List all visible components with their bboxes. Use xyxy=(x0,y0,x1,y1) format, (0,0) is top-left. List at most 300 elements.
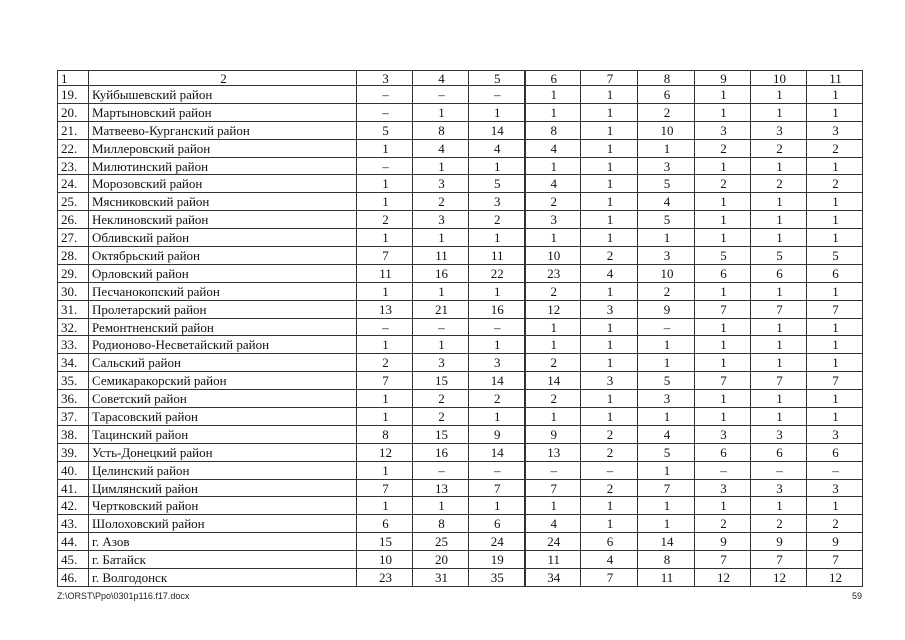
table-row xyxy=(58,497,863,515)
table-cell: 31 xyxy=(413,569,469,587)
table-cell: 6 xyxy=(638,86,695,104)
district-name: Целинский район xyxy=(89,461,357,479)
table-cell: 8 xyxy=(525,121,581,139)
district-name: Шолоховский район xyxy=(89,515,357,533)
table-row xyxy=(58,425,863,443)
district-name: Морозовский район xyxy=(89,175,357,193)
table-cell: 1 xyxy=(469,336,525,354)
table-cell: 3 xyxy=(638,390,695,408)
table-cell: 6 xyxy=(357,515,413,533)
table-cell: 2 xyxy=(695,515,751,533)
table-cell: 1 xyxy=(525,103,581,121)
table-cell: 1 xyxy=(638,139,695,157)
row-number: 36. xyxy=(58,390,89,408)
table-row xyxy=(58,282,863,300)
table-cell: 5 xyxy=(469,175,525,193)
table-cell: 3 xyxy=(751,479,807,497)
row-number: 24. xyxy=(58,175,89,193)
table-cell: 6 xyxy=(807,443,863,461)
table-cell: 1 xyxy=(413,157,469,175)
table-cell: 35 xyxy=(469,569,525,587)
table-cell: 5 xyxy=(695,247,751,265)
column-header: 9 xyxy=(695,71,751,86)
table-cell: 1 xyxy=(357,175,413,193)
table-cell: 1 xyxy=(525,318,581,336)
table-cell: 2 xyxy=(581,247,638,265)
table-cell: 1 xyxy=(525,336,581,354)
table-row xyxy=(58,211,863,229)
district-name: Песчанокопский район xyxy=(89,282,357,300)
table-cell: 12 xyxy=(695,569,751,587)
table-cell: 8 xyxy=(413,121,469,139)
table-cell: 9 xyxy=(525,425,581,443)
table-cell: 1 xyxy=(807,157,863,175)
row-number: 40. xyxy=(58,461,89,479)
table-cell: 1 xyxy=(695,318,751,336)
table-cell: 2 xyxy=(525,193,581,211)
table-cell: 1 xyxy=(581,354,638,372)
table-cell: 7 xyxy=(751,372,807,390)
table-cell: 1 xyxy=(695,354,751,372)
column-header: 10 xyxy=(751,71,807,86)
table-cell: 2 xyxy=(581,425,638,443)
table-cell: 34 xyxy=(525,569,581,587)
table-cell: 7 xyxy=(581,569,638,587)
district-name: Орловский район xyxy=(89,264,357,282)
page-number: 59 xyxy=(851,591,862,601)
table-cell: 11 xyxy=(357,264,413,282)
row-number: 44. xyxy=(58,533,89,551)
district-name: Милютинский район xyxy=(89,157,357,175)
table-row xyxy=(58,86,863,104)
table-cell: 1 xyxy=(751,390,807,408)
column-header: 11 xyxy=(807,71,863,86)
table-cell: 12 xyxy=(751,569,807,587)
table-cell: 1 xyxy=(638,497,695,515)
table-cell: – xyxy=(638,318,695,336)
table-cell: – xyxy=(469,461,525,479)
table-cell: 1 xyxy=(751,103,807,121)
table-cell: 1 xyxy=(695,336,751,354)
table-cell: 7 xyxy=(807,551,863,569)
table-cell: 3 xyxy=(469,354,525,372)
table-cell: 1 xyxy=(357,193,413,211)
row-number: 34. xyxy=(58,354,89,372)
table-cell: – xyxy=(695,461,751,479)
table-cell: 1 xyxy=(357,139,413,157)
table-cell: – xyxy=(525,461,581,479)
table-row xyxy=(58,139,863,157)
row-number: 27. xyxy=(58,229,89,247)
table-cell: 1 xyxy=(638,461,695,479)
table-cell: 1 xyxy=(807,318,863,336)
table-cell: 3 xyxy=(695,121,751,139)
table-cell: 4 xyxy=(525,175,581,193)
table-cell: 1 xyxy=(751,229,807,247)
table-header-row xyxy=(58,71,863,86)
table-cell: 10 xyxy=(638,121,695,139)
table-cell: 2 xyxy=(751,139,807,157)
table-cell: 10 xyxy=(357,551,413,569)
table-cell: 1 xyxy=(695,282,751,300)
table-cell: 1 xyxy=(807,354,863,372)
table-cell: 6 xyxy=(695,443,751,461)
district-name: Миллеровский район xyxy=(89,139,357,157)
table-cell: 11 xyxy=(469,247,525,265)
table-cell: – xyxy=(807,461,863,479)
table-cell: 12 xyxy=(807,569,863,587)
table-cell: 1 xyxy=(581,497,638,515)
table-cell: 16 xyxy=(469,300,525,318)
row-number: 33. xyxy=(58,336,89,354)
row-number: 28. xyxy=(58,247,89,265)
table-row xyxy=(58,336,863,354)
table-cell: 2 xyxy=(525,354,581,372)
table-cell: 3 xyxy=(581,372,638,390)
table-cell: 7 xyxy=(751,300,807,318)
table-cell: 3 xyxy=(638,247,695,265)
table-cell: 1 xyxy=(751,354,807,372)
table-cell: 9 xyxy=(751,533,807,551)
table-cell: 4 xyxy=(525,139,581,157)
table-cell: 1 xyxy=(525,497,581,515)
table-cell: 2 xyxy=(469,390,525,408)
table-cell: 2 xyxy=(751,175,807,193)
table-cell: 14 xyxy=(469,121,525,139)
table-cell: 1 xyxy=(413,497,469,515)
district-name: Советский район xyxy=(89,390,357,408)
table-cell: 6 xyxy=(469,515,525,533)
row-number: 22. xyxy=(58,139,89,157)
table-cell: 2 xyxy=(638,103,695,121)
table-row xyxy=(58,157,863,175)
table-cell: 1 xyxy=(525,157,581,175)
table-cell: 1 xyxy=(807,336,863,354)
table-cell: – xyxy=(413,318,469,336)
table-cell: 6 xyxy=(695,264,751,282)
column-header: 1 xyxy=(58,71,89,86)
row-number: 20. xyxy=(58,103,89,121)
table-cell: 7 xyxy=(357,247,413,265)
row-number: 38. xyxy=(58,425,89,443)
table-cell: 1 xyxy=(695,390,751,408)
table-cell: 8 xyxy=(357,425,413,443)
table-cell: 6 xyxy=(807,264,863,282)
table-cell: 8 xyxy=(638,551,695,569)
table-cell: 5 xyxy=(357,121,413,139)
table-cell: 1 xyxy=(357,390,413,408)
table-cell: 1 xyxy=(751,408,807,426)
table-cell: 24 xyxy=(469,533,525,551)
table-cell: 21 xyxy=(413,300,469,318)
table-cell: 1 xyxy=(695,86,751,104)
table-cell: 3 xyxy=(413,354,469,372)
table-cell: 1 xyxy=(695,193,751,211)
table-cell: 23 xyxy=(525,264,581,282)
table-cell: 12 xyxy=(357,443,413,461)
table-cell: 9 xyxy=(695,533,751,551)
table-cell: 1 xyxy=(581,139,638,157)
table-cell: 3 xyxy=(581,300,638,318)
table-cell: 1 xyxy=(695,103,751,121)
footer-file-path: Z:\ORST\Ppo\0301p116.f17.docx xyxy=(57,591,190,601)
table-cell: 11 xyxy=(638,569,695,587)
table-cell: 3 xyxy=(695,425,751,443)
table-cell: 14 xyxy=(469,443,525,461)
table-cell: 1 xyxy=(751,86,807,104)
table-cell: 7 xyxy=(357,372,413,390)
table-cell: 2 xyxy=(413,408,469,426)
row-number: 31. xyxy=(58,300,89,318)
table-cell: 19 xyxy=(469,551,525,569)
table-body xyxy=(58,71,863,587)
table-cell: 1 xyxy=(695,408,751,426)
table-row xyxy=(58,390,863,408)
table-cell: 9 xyxy=(807,533,863,551)
table-cell: 2 xyxy=(525,390,581,408)
table-cell: 1 xyxy=(751,211,807,229)
column-header: 2 xyxy=(89,71,357,86)
table-cell: 1 xyxy=(751,336,807,354)
table-cell: – xyxy=(357,103,413,121)
table-cell: 1 xyxy=(581,157,638,175)
row-number: 35. xyxy=(58,372,89,390)
table-cell: 5 xyxy=(751,247,807,265)
district-name: Обливский район xyxy=(89,229,357,247)
table-cell: 1 xyxy=(751,193,807,211)
column-header: 3 xyxy=(357,71,413,86)
table-cell: 1 xyxy=(751,318,807,336)
district-name: г. Батайск xyxy=(89,551,357,569)
table-cell: 16 xyxy=(413,443,469,461)
table-cell: 1 xyxy=(469,282,525,300)
table-cell: 8 xyxy=(413,515,469,533)
table-cell: 1 xyxy=(807,103,863,121)
column-header: 6 xyxy=(525,71,581,86)
table-cell: 1 xyxy=(695,497,751,515)
table-cell: 1 xyxy=(638,354,695,372)
district-name: Семикаракорский район xyxy=(89,372,357,390)
table-cell: 1 xyxy=(581,86,638,104)
table-cell: 13 xyxy=(413,479,469,497)
table-row xyxy=(58,318,863,336)
table-cell: 1 xyxy=(807,193,863,211)
table-cell: 1 xyxy=(581,193,638,211)
table-cell: 3 xyxy=(807,121,863,139)
table-cell: 1 xyxy=(413,103,469,121)
district-name: Куйбышевский район xyxy=(89,86,357,104)
table-cell: 6 xyxy=(751,443,807,461)
table-cell: 1 xyxy=(413,336,469,354)
row-number: 46. xyxy=(58,569,89,587)
district-name: Мартыновский район xyxy=(89,103,357,121)
district-name: Родионово-Несветайский район xyxy=(89,336,357,354)
table-cell: 14 xyxy=(638,533,695,551)
table-row xyxy=(58,175,863,193)
table-cell: 13 xyxy=(357,300,413,318)
row-number: 23. xyxy=(58,157,89,175)
table-row xyxy=(58,479,863,497)
table-cell: 1 xyxy=(581,515,638,533)
table-cell: 1 xyxy=(751,282,807,300)
table-cell: – xyxy=(357,157,413,175)
table-row xyxy=(58,551,863,569)
table-cell: 7 xyxy=(469,479,525,497)
table-cell: 1 xyxy=(807,86,863,104)
table-cell: 7 xyxy=(695,300,751,318)
table-cell: 3 xyxy=(525,211,581,229)
row-number: 41. xyxy=(58,479,89,497)
table-cell: 1 xyxy=(469,229,525,247)
table-cell: 7 xyxy=(638,479,695,497)
table-cell: 11 xyxy=(413,247,469,265)
table-cell: 1 xyxy=(413,229,469,247)
table-cell: 1 xyxy=(357,282,413,300)
table-cell: 15 xyxy=(357,533,413,551)
table-cell: 10 xyxy=(525,247,581,265)
column-header: 8 xyxy=(638,71,695,86)
table-cell: 7 xyxy=(751,551,807,569)
table-cell: 3 xyxy=(695,479,751,497)
table-cell: – xyxy=(357,86,413,104)
table-cell: 15 xyxy=(413,425,469,443)
table-cell: 1 xyxy=(581,175,638,193)
table-cell: 2 xyxy=(357,211,413,229)
column-header: 7 xyxy=(581,71,638,86)
table-cell: 4 xyxy=(469,139,525,157)
table-cell: – xyxy=(469,86,525,104)
table-cell: 1 xyxy=(695,229,751,247)
column-header: 5 xyxy=(469,71,525,86)
table-row xyxy=(58,443,863,461)
table-cell: 2 xyxy=(751,515,807,533)
table-cell: – xyxy=(581,461,638,479)
table-cell: 1 xyxy=(581,390,638,408)
table-cell: 23 xyxy=(357,569,413,587)
district-name: Ремонтненский район xyxy=(89,318,357,336)
table-cell: 3 xyxy=(751,121,807,139)
table-cell: 7 xyxy=(807,372,863,390)
district-name: Чертковский район xyxy=(89,497,357,515)
table-cell: 1 xyxy=(413,282,469,300)
table-cell: 15 xyxy=(413,372,469,390)
district-name: Усть-Донецкий район xyxy=(89,443,357,461)
table-cell: – xyxy=(469,318,525,336)
table-cell: 1 xyxy=(638,336,695,354)
table-cell: 1 xyxy=(807,282,863,300)
table-row xyxy=(58,247,863,265)
table-row xyxy=(58,229,863,247)
row-number: 37. xyxy=(58,408,89,426)
row-number: 25. xyxy=(58,193,89,211)
district-name: Пролетарский район xyxy=(89,300,357,318)
table-cell: 2 xyxy=(638,282,695,300)
table-cell: 20 xyxy=(413,551,469,569)
table-cell: 16 xyxy=(413,264,469,282)
table-cell: 1 xyxy=(807,211,863,229)
table-cell: 2 xyxy=(413,193,469,211)
table-row xyxy=(58,461,863,479)
table-cell: 1 xyxy=(695,157,751,175)
table-cell: 1 xyxy=(525,408,581,426)
table-cell: 2 xyxy=(807,139,863,157)
table-cell: 1 xyxy=(807,408,863,426)
table-row xyxy=(58,354,863,372)
district-name: Сальский район xyxy=(89,354,357,372)
table-cell: 1 xyxy=(581,336,638,354)
row-number: 26. xyxy=(58,211,89,229)
district-name: Тарасовский район xyxy=(89,408,357,426)
table-cell: 7 xyxy=(695,372,751,390)
district-name: Мясниковский район xyxy=(89,193,357,211)
table-cell: 1 xyxy=(525,229,581,247)
table-cell: 3 xyxy=(807,479,863,497)
table-cell: 25 xyxy=(413,533,469,551)
row-number: 19. xyxy=(58,86,89,104)
table-cell: 1 xyxy=(638,515,695,533)
row-number: 21. xyxy=(58,121,89,139)
district-name: Тацинский район xyxy=(89,425,357,443)
row-number: 45. xyxy=(58,551,89,569)
table-cell: 2 xyxy=(807,175,863,193)
table-cell: 1 xyxy=(581,229,638,247)
table-cell: 1 xyxy=(638,229,695,247)
table-cell: 2 xyxy=(413,390,469,408)
table-cell: 6 xyxy=(751,264,807,282)
table-cell: 1 xyxy=(581,318,638,336)
table-cell: – xyxy=(751,461,807,479)
table-cell: 7 xyxy=(357,479,413,497)
table-cell: 1 xyxy=(807,497,863,515)
district-name: Матвеево-Курганский район xyxy=(89,121,357,139)
table-row xyxy=(58,515,863,533)
table-cell: 2 xyxy=(581,479,638,497)
table-cell: 3 xyxy=(638,157,695,175)
table-cell: 13 xyxy=(525,443,581,461)
table-cell: – xyxy=(413,461,469,479)
table-cell: – xyxy=(357,318,413,336)
table-row xyxy=(58,121,863,139)
district-name: г. Волгодонск xyxy=(89,569,357,587)
table-row xyxy=(58,372,863,390)
table-cell: 2 xyxy=(695,175,751,193)
data-table xyxy=(57,70,863,587)
table-cell: 5 xyxy=(638,443,695,461)
table-cell: 3 xyxy=(807,425,863,443)
table-cell: – xyxy=(413,86,469,104)
table-cell: 1 xyxy=(357,336,413,354)
row-number: 30. xyxy=(58,282,89,300)
table-cell: 14 xyxy=(525,372,581,390)
table-cell: 5 xyxy=(638,211,695,229)
table-cell: 2 xyxy=(695,139,751,157)
table-cell: 4 xyxy=(638,193,695,211)
table-cell: 1 xyxy=(581,121,638,139)
table-cell: 24 xyxy=(525,533,581,551)
table-cell: 4 xyxy=(413,139,469,157)
table-row xyxy=(58,264,863,282)
table-cell: 7 xyxy=(525,479,581,497)
table-cell: 1 xyxy=(469,157,525,175)
table-cell: 1 xyxy=(581,282,638,300)
table-row xyxy=(58,569,863,587)
district-name: г. Азов xyxy=(89,533,357,551)
table-cell: 22 xyxy=(469,264,525,282)
table-cell: 2 xyxy=(357,354,413,372)
table-cell: 2 xyxy=(807,515,863,533)
table-cell: 1 xyxy=(357,497,413,515)
table-cell: 12 xyxy=(525,300,581,318)
